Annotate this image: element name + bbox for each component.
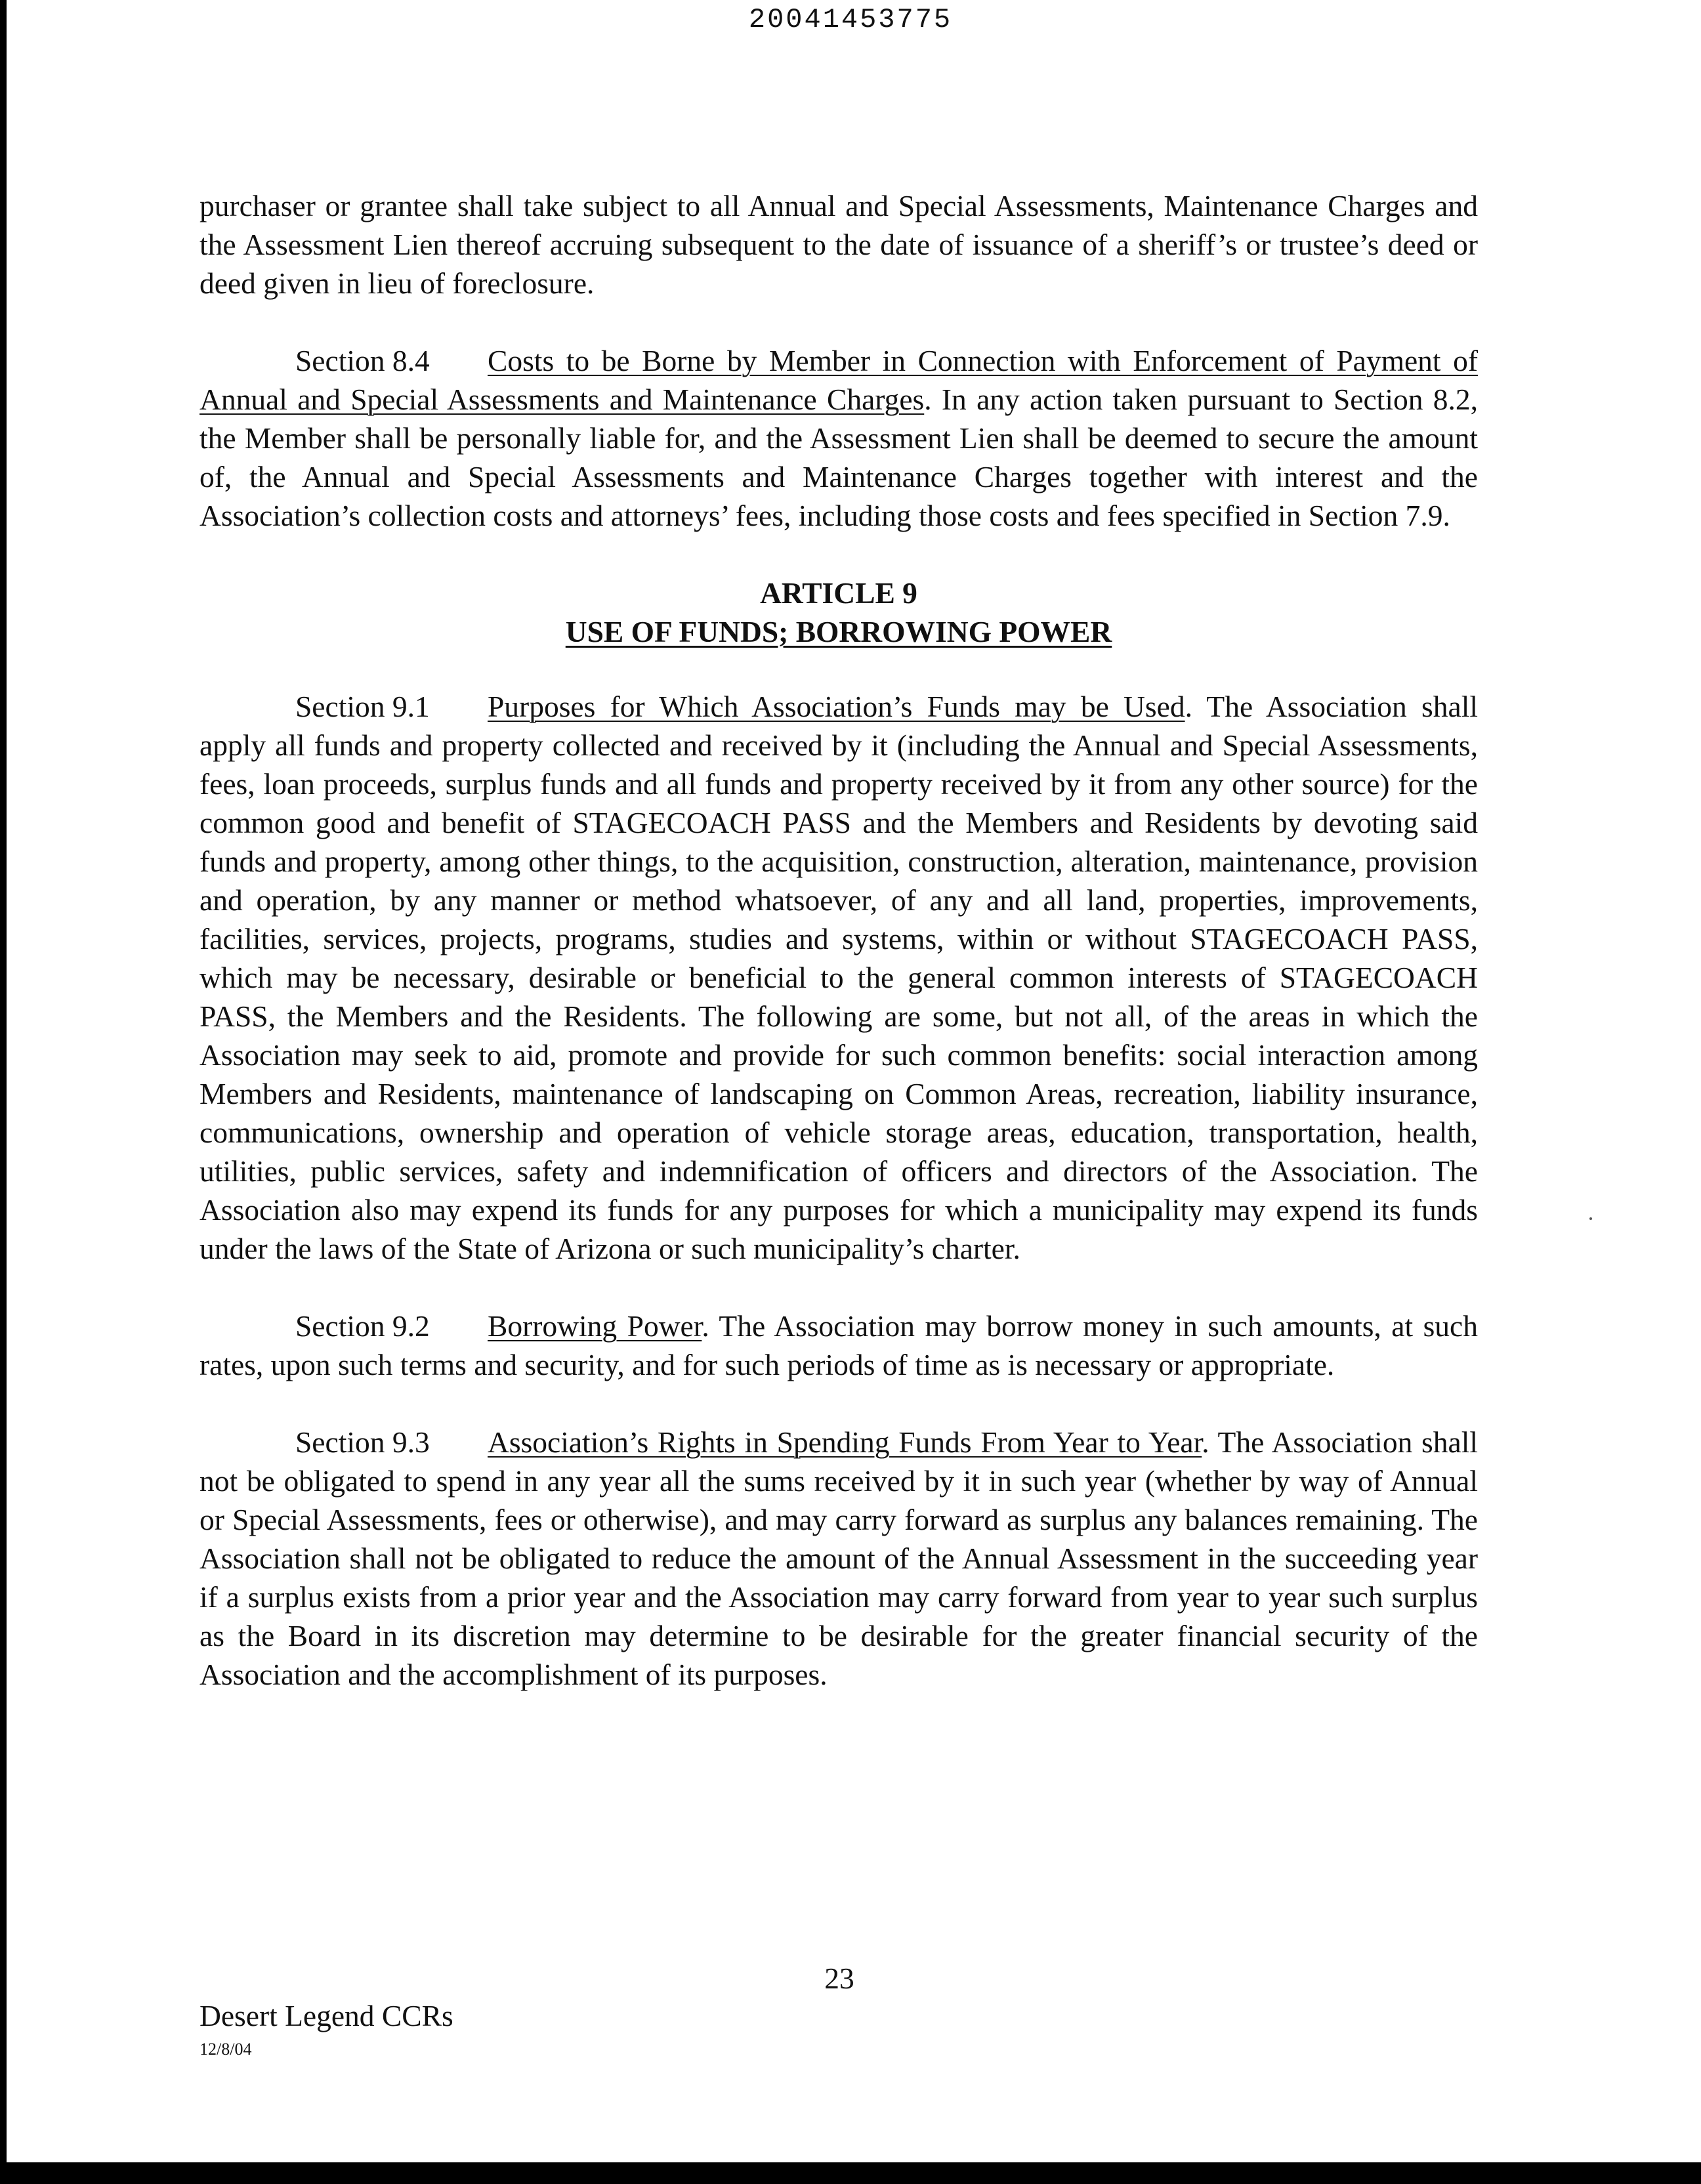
scan-bottom-border bbox=[0, 2162, 1701, 2184]
section-title: Borrowing Power bbox=[488, 1309, 702, 1343]
section-title: Association’s Rights in Spending Funds From Year to Year bbox=[488, 1425, 1202, 1459]
scan-left-border bbox=[0, 0, 7, 2184]
footer-date: 12/8/04 bbox=[200, 2040, 252, 2059]
article-number: ARTICLE 9 bbox=[760, 576, 917, 610]
article-title: USE OF FUNDS; BORROWING POWER bbox=[565, 615, 1112, 648]
section-9-1 bbox=[200, 687, 1478, 1268]
article-title-line bbox=[200, 612, 1478, 651]
spacer bbox=[200, 535, 1478, 574]
section-number: Section 9.3 bbox=[295, 1425, 430, 1459]
spacer bbox=[200, 303, 1478, 341]
page-body bbox=[200, 186, 1478, 1694]
spacer bbox=[200, 651, 1478, 687]
section-text: . In any action taken pursuant to Section 8.2, the Member shall be personally liable for, and the Assessment Lien shall be deemed to secure the amount of, the Annual and Special Assessments and Maintenance Charges together with interest and the Association’s collection costs and attorneys’ fees, including those costs and fees specified in Section 7.9. bbox=[200, 383, 1478, 532]
continuation-paragraph: purchaser or grantee shall take subject to all Annual and Special Assessments, Maintenance Charges and the Assessment Lien thereof accruing subsequent to the date of issuance of a sheriff’s or trustee’s deed or deed given in lieu of foreclosure. bbox=[200, 189, 1478, 300]
spacer bbox=[200, 1268, 1478, 1307]
footer-document-title: Desert Legend CCRs bbox=[200, 1999, 453, 2032]
page-number: 23 bbox=[824, 1962, 854, 1995]
section-number: Section 9.2 bbox=[295, 1309, 430, 1343]
section-9-2 bbox=[200, 1307, 1478, 1384]
section-text: . The Association shall not be obligated to spend in any year all the sums received by it in such year (whether by way of Annual or Special Assessments, fees or otherwise), and may carry forward as surplus any balances remaining. The Association shall not be obligated to reduce the amount of the Annual Assessment in the succeeding year if a surplus exists from a prior year and the Association may carry forward from year to year such surplus as the Board in its discretion may determine to be desirable for the greater financial security of the Association and the accomplishment of its purposes. bbox=[200, 1425, 1478, 1691]
section-8-4 bbox=[200, 341, 1478, 535]
section-9-3 bbox=[200, 1423, 1478, 1694]
section-text: . The Association may borrow money in such amounts, at such rates, upon such terms and security, and for such periods of time as is necessary or appropriate. bbox=[200, 1309, 1478, 1381]
spacer bbox=[200, 1384, 1478, 1423]
scan-speck bbox=[1589, 1217, 1592, 1220]
section-number: Section 9.1 bbox=[295, 690, 430, 723]
recording-number: 20041453775 bbox=[748, 4, 953, 35]
section-text: . The Association shall apply all funds and property collected and received by it (including the Annual and Special Assessments, fees, loan proceeds, surplus funds and all funds and property received by it from any other source) for the common good and benefit of STAGECOACH PASS and the Members and Residents by devoting said funds and property, among other things, to the acquisition, construction, alteration, maintenance, provision and operation, by any manner or method whatsoever, of any and all land, properties, improvements, facilities, services, projects, programs, studies and systems, within or without STAGECOACH PASS, which may be necessary, desirable or beneficial to the general common interests of STAGECOACH PASS, the Members and the Residents. The following are some, but not all, of the areas in which the Association may seek to aid, promote and provide for such common benefits: social interaction among Members and Residents, maintenance of landscaping on Common Areas, recreation, liability insurance, communications, ownership and operation of vehicle storage areas, education, transportation, health, utilities, public services, safety and indemnification of officers and directors of the Association. The Association also may expend its funds for any purposes for which a municipality may expend its funds under the laws of the State of Arizona or such municipality’s charter. bbox=[200, 690, 1478, 1265]
section-title: Costs to be Borne by Member in Connection with Enforcement of Payment of Annual and Special Assessments and Maintenance Charges bbox=[200, 344, 1478, 416]
section-title: Purposes for Which Association’s Funds may be Used bbox=[488, 690, 1185, 723]
section-number: Section 8.4 bbox=[295, 344, 430, 377]
